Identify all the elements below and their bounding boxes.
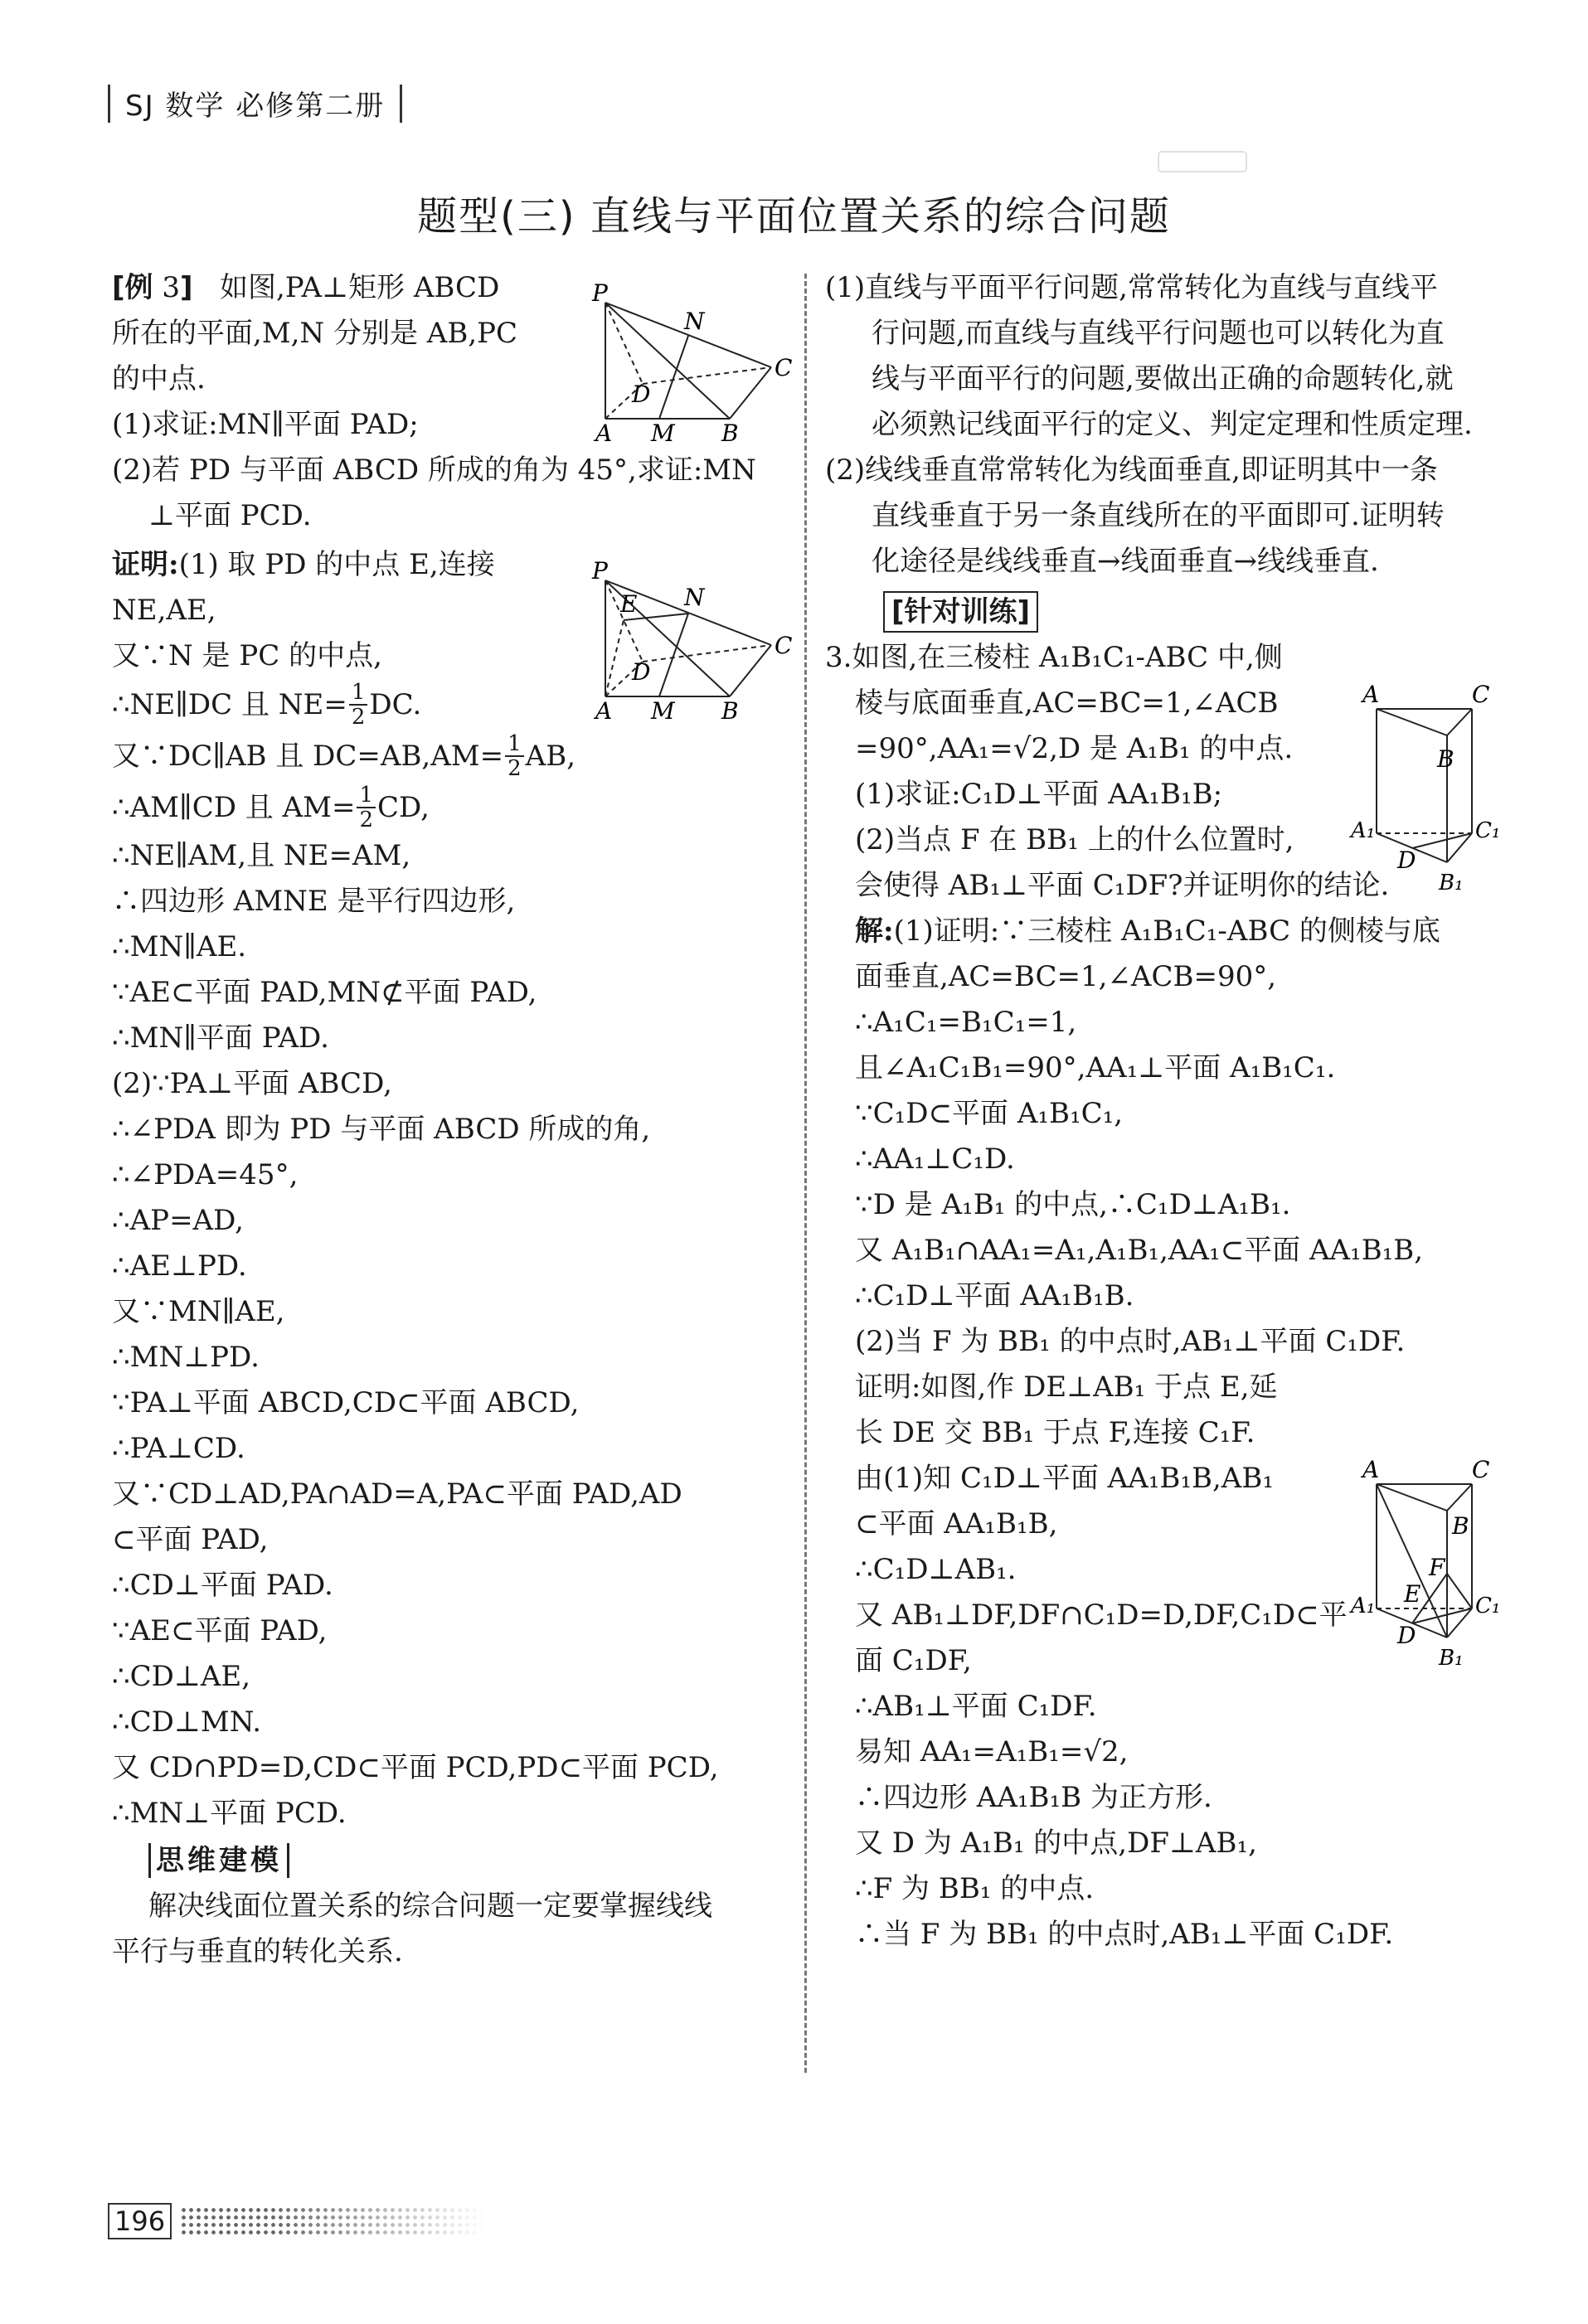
proof-text: AB, [525,739,576,773]
example-question-1: (1)求证:MN∥平面 PAD; [112,408,419,441]
fig4-label-A1: A₁ [1351,1594,1376,1618]
figure-pyramid-2 [580,556,793,725]
solution-line: 易知 AA₁=A₁B₁=√2, [855,1735,1129,1768]
proof-text: ∴AM∥CD 且 AM= [112,790,356,824]
fig2-label-E: E [620,590,638,618]
problem-line: 棱与底面垂直,AC=BC=1,∠ACB [855,687,1279,720]
proof-text: (1) 取 PD 的中点 E,连接 [178,548,495,581]
fig1-label-A: A [595,420,613,447]
fig3-label-C1: C₁ [1475,818,1501,843]
solution-line: 又 A₁B₁∩AA₁=A₁,A₁B₁,AA₁⊂平面 AA₁B₁B, [855,1234,1424,1267]
fig4-label-B: B [1452,1512,1469,1540]
fig2-label-P: P [592,557,608,585]
fig2-label-A: A [595,697,613,725]
proof-text: DC. [369,687,422,721]
fraction-denominator: 2 [351,705,366,730]
example-text: 所在的平面,M,N 分别是 AB,PC [112,317,518,350]
note-line: (2)线线垂直常常转化为线面垂直,即证明其中一条 [825,454,1438,487]
fig3-label-A: A [1362,681,1380,708]
proof-line: ⊂平面 PAD, [112,1523,269,1556]
fig1-label-M: M [651,420,675,447]
proof-line: ∴CD⊥平面 PAD. [112,1569,333,1602]
note-line: 必须熟记线面平行的定义、判定定理和性质定理. [872,408,1473,441]
problem-line: (1)求证:C₁D⊥平面 AA₁B₁B; [855,778,1223,811]
thinking-text: 解决线面位置关系的综合问题一定要掌握线线 [148,1890,712,1923]
proof-line: ∵AE⊂平面 PAD,MN⊄平面 PAD, [112,976,537,1009]
page-footer [108,2203,487,2239]
fig4-label-B1: B₁ [1439,1646,1464,1671]
header-text: SJ 数学 必修第二册 [125,90,386,123]
fig3-label-B1: B₁ [1439,871,1464,895]
problem-line: =90°,AA₁=√2,D 是 A₁B₁ 的中点. [855,732,1294,765]
figure-prism-2 [1348,1456,1505,1671]
solution-line [825,909,1505,954]
solution-line: ∴当 F 为 BB₁ 的中点时,AB₁⊥平面 C₁DF. [855,1918,1394,1951]
note-line: 行问题,而直线与直线平行问题也可以转化为直 [872,317,1445,350]
solution-line: 又 AB₁⊥DF,DF∩C₁D=D,DF,C₁D⊂平 [855,1599,1348,1632]
proof-line: ∴AP=AD, [112,1204,244,1237]
fig2-label-B: B [721,697,739,725]
proof-line: ∴MN⊥PD. [112,1341,260,1374]
example-label-close: ] [180,271,193,304]
note-line: 直线垂直于另一条直线所在的平面即可.证明转 [872,499,1445,532]
proof-line: ∵PA⊥平面 ABCD,CD⊂平面 ABCD, [112,1386,580,1419]
fig1-label-P: P [592,279,608,307]
solution-line: ∴C₁D⊥AB₁. [855,1553,1017,1586]
proof-line: ∴∠PDA 即为 PD 与平面 ABCD 所成的角, [112,1113,651,1146]
proof-line: ∴四边形 AMNE 是平行四边形, [112,885,516,918]
solution-line: 证明:如图,作 DE⊥AB₁ 于点 E,延 [855,1371,1278,1404]
proof-line: ∵AE⊂平面 PAD, [112,1614,328,1647]
proof-text: ∴NE∥DC 且 NE= [112,687,347,721]
example-text: 的中点. [112,362,206,395]
fig1-label-B: B [721,420,739,447]
solution-text: (1)证明:∵三棱柱 A₁B₁C₁-ABC 的侧棱与底 [893,915,1440,948]
solution-line: 面 C₁DF, [855,1644,972,1677]
note-line: (1)直线与平面平行问题,常常转化为直线与直线平 [825,271,1438,304]
problem-line: 3.如图,在三棱柱 A₁B₁C₁-ABC 中,侧 [825,641,1283,674]
proof-line: ∴MN∥AE. [112,930,247,963]
solution-line: 又 D 为 A₁B₁ 的中点,DF⊥AB₁, [855,1827,1257,1860]
solution-line: ∵C₁D⊂平面 A₁B₁C₁, [855,1097,1124,1130]
proof-fraction-line [112,730,788,782]
solution-line: ⊂平面 AA₁B₁B, [855,1507,1058,1540]
watermark-logo [1157,145,1248,178]
solution-line: ∴AB₁⊥平面 C₁DF. [855,1690,1097,1723]
solution-line: 由(1)知 C₁D⊥平面 AA₁B₁B,AB₁ [855,1462,1274,1495]
fig2-label-N: N [684,584,705,611]
solution-line: ∴A₁C₁=B₁C₁=1, [855,1006,1077,1039]
proof-lead: 证明: [112,548,179,581]
proof-line: 又∵N 是 PC 的中点, [112,639,382,672]
proof-line: ∴CD⊥MN. [112,1705,262,1739]
fig1-label-N: N [684,308,705,335]
thinking-header [112,1838,788,1884]
fraction-numerator: 1 [505,732,524,757]
fraction-one-half [349,681,368,729]
training-label: [针对训练] [883,591,1038,633]
example-text: 如图,PA⊥矩形 ABCD [219,271,500,304]
solution-line: (2)当 F 为 BB₁ 的中点时,AB₁⊥平面 C₁DF. [855,1325,1406,1358]
proof-text: CD, [377,790,430,824]
proof-text: 又∵DC∥AB 且 DC=AB,AM= [112,739,504,773]
fig3-label-A1: A₁ [1351,818,1376,843]
fraction-numerator: 1 [349,681,368,706]
figure-pyramid-1 [580,278,793,447]
fraction-one-half [505,732,524,780]
solution-line: 长 DE 交 BB₁ 于点 F,连接 C₁F. [855,1416,1255,1449]
fig2-label-D: D [632,658,651,686]
proof-line: ∴∠PDA=45°, [112,1158,299,1191]
solution-line: ∴C₁D⊥平面 AA₁B₁B. [855,1279,1134,1312]
solution-lead: 解: [855,915,894,948]
proof-line: ∴CD⊥AE, [112,1660,251,1693]
training-header [825,585,1505,635]
proof-line: NE,AE, [112,594,216,627]
problem-line: 会使得 AB₁⊥平面 C₁DF?并证明你的结论. [855,869,1390,902]
solution-line: 面垂直,AC=BC=1,∠ACB=90°, [855,960,1277,993]
fig4-label-E: E [1404,1580,1421,1608]
right-column [825,265,1505,1958]
proof-line: ∴MN⊥平面 PCD. [112,1797,347,1830]
solution-line: ∴四边形 AA₁B₁B 为正方形. [855,1781,1212,1814]
fig2-label-C: C [775,632,793,659]
solution-line: ∵D 是 A₁B₁ 的中点,∴C₁D⊥A₁B₁. [855,1188,1291,1221]
proof-fraction-line [112,782,788,833]
thinking-text: 平行与垂直的转化关系. [112,1935,403,1968]
solution-line: ∴AA₁⊥C₁D. [855,1143,1015,1176]
note-line: 线与平面平行的问题,要做出正确的命题转化,就 [872,362,1454,395]
fig3-label-D: D [1397,847,1416,874]
fraction-denominator: 2 [507,756,522,781]
example-label: 例 [124,271,153,304]
proof-line: ∴MN∥平面 PAD. [112,1021,329,1055]
left-column [112,265,788,1975]
fig4-label-F: F [1429,1554,1445,1581]
column-divider [804,274,807,2073]
fraction-one-half [357,784,376,832]
note-line: 化途径是线线垂直→线面垂直→线线垂直. [872,545,1379,578]
example-number: 3 [162,271,180,304]
thinking-label: 思维建模 [148,1843,289,1878]
proof-line: ∴PA⊥CD. [112,1432,245,1465]
fig1-label-C: C [775,354,793,381]
fig3-label-C: C [1472,681,1490,708]
fig4-label-C1: C₁ [1475,1594,1501,1618]
proof-line: ∴NE∥AM,且 NE=AM, [112,839,411,872]
fig1-label-D: D [632,381,651,408]
problem-line: (2)当点 F 在 BB₁ 上的什么位置时, [855,823,1294,856]
header-bar-right [400,85,402,123]
fraction-numerator: 1 [357,784,376,808]
footer-dot-pattern [180,2206,487,2236]
proof-line: ∴AE⊥PD. [112,1249,247,1283]
proof-line: 又∵CD⊥AD,PA∩AD=A,PA⊂平面 PAD,AD [112,1477,682,1511]
example-question-2: (2)若 PD 与平面 ABCD 所成的角为 45°,求证:MN [112,454,756,487]
fig3-label-B: B [1437,745,1454,773]
solution-line: ∴F 为 BB₁ 的中点. [855,1872,1095,1905]
page-number: 196 [108,2203,172,2239]
proof-line: (2)∵PA⊥平面 ABCD, [112,1067,392,1100]
running-header [108,83,402,124]
fig4-label-A: A [1362,1456,1380,1483]
example-label-open: [ [112,271,125,304]
fig2-label-M: M [651,697,675,725]
fig4-label-C: C [1472,1456,1490,1483]
example-question-2-cont: ⊥平面 PCD. [148,499,312,532]
fig4-label-D: D [1397,1622,1416,1649]
fraction-denominator: 2 [359,808,373,832]
figure-prism-1 [1348,681,1505,895]
proof-line: 又 CD∩PD=D,CD⊂平面 PCD,PD⊂平面 PCD, [112,1751,719,1784]
section-title: 题型(三) 直线与平面位置关系的综合问题 [417,193,1171,240]
proof-line: 又∵MN∥AE, [112,1295,285,1328]
solution-line: 且∠A₁C₁B₁=90°,AA₁⊥平面 A₁B₁C₁. [855,1051,1336,1084]
